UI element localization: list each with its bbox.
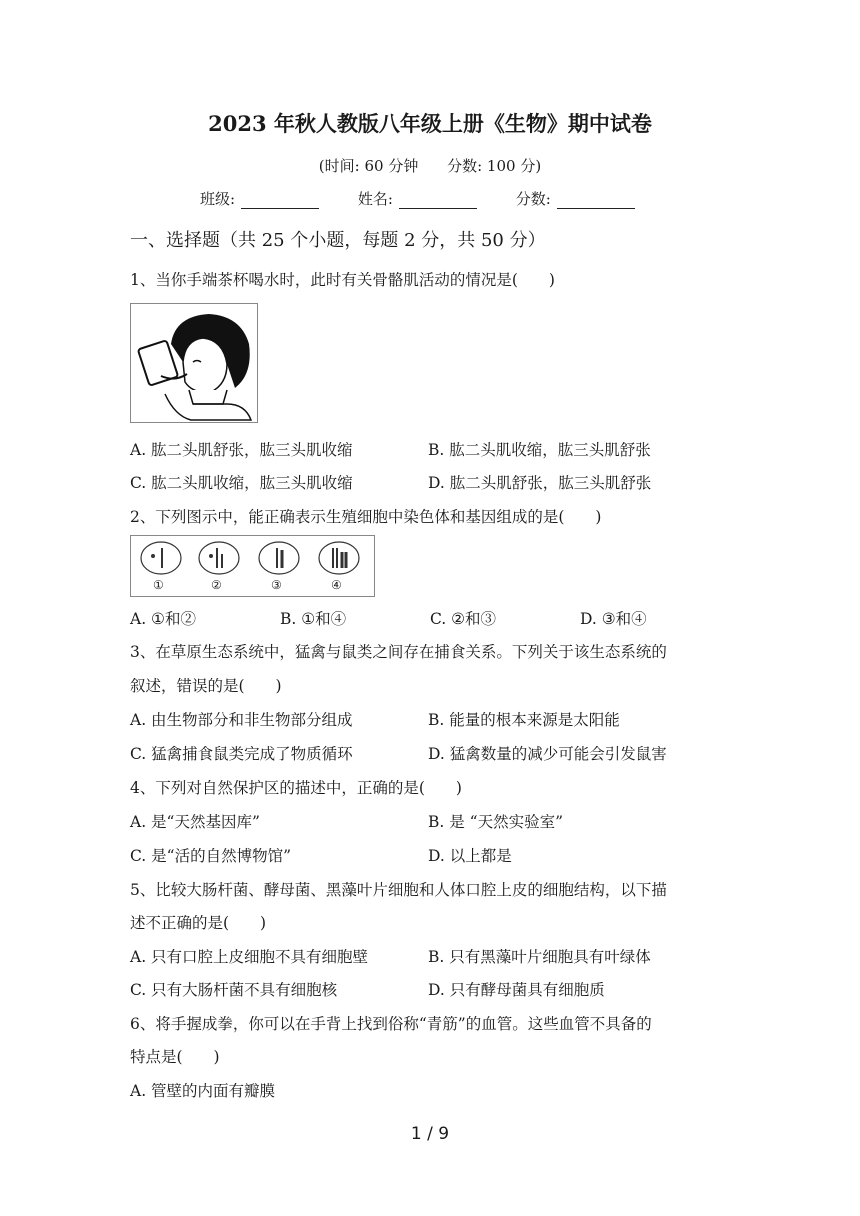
figure-label-1: ① bbox=[153, 578, 164, 592]
question-1-option-c: C. 肱二头肌收缩，肱三头肌收缩 bbox=[130, 474, 353, 492]
question-5-option-d: D. 只有酵母菌具有细胞质 bbox=[428, 981, 605, 999]
question-1-stem: 1、当你手端茶杯喝水时，此时有关骨骼肌活动的情况是( ) bbox=[130, 271, 555, 289]
question-6-stem-line-1: 6、将手握成拳，你可以在手背上找到俗称“青筋”的血管。这些血管不具备的 bbox=[130, 1015, 652, 1033]
question-4-option-a: A. 是“天然基因库” bbox=[130, 813, 260, 831]
class-blank bbox=[241, 194, 319, 209]
figure-label-2: ② bbox=[211, 578, 222, 592]
figure-label-4: ④ bbox=[331, 578, 342, 592]
question-5-stem-line-2: 述不正确的是( ) bbox=[130, 914, 267, 932]
question-6-option-a: A. 管壁的内面有瓣膜 bbox=[130, 1082, 276, 1100]
question-3-option-d: D. 猛禽数量的减少可能会引发鼠害 bbox=[428, 745, 667, 763]
student-info-fields bbox=[200, 188, 669, 209]
question-3-option-b: B. 能量的根本来源是太阳能 bbox=[428, 711, 620, 729]
question-4-option-d: D. 以上都是 bbox=[428, 847, 512, 865]
section-heading: 一、选择题（共 25 个小题，每题 2 分，共 50 分） bbox=[130, 230, 546, 251]
question-4-option-c: C. 是“活的自然博物馆” bbox=[130, 847, 292, 865]
exam-total-score: 分数: 100 分) bbox=[447, 157, 542, 175]
name-blank bbox=[399, 194, 477, 209]
question-6-stem-line-2: 特点是( ) bbox=[130, 1048, 220, 1066]
page-number: 1 / 9 bbox=[410, 1124, 450, 1144]
question-4-option-b: B. 是 “天然实验室” bbox=[428, 813, 564, 831]
question-2-option-d: D. ③和④ bbox=[580, 610, 647, 628]
question-1-option-a: A. 肱二头肌舒张，肱三头肌收缩 bbox=[130, 441, 353, 459]
question-2-option-a: A. ①和② bbox=[130, 610, 196, 628]
question-2-option-b: B. ①和④ bbox=[280, 610, 347, 628]
question-5-stem-line-1: 5、比较大肠杆菌、酵母菌、黑藻叶片细胞和人体口腔上皮的细胞结构，以下描 bbox=[130, 881, 667, 899]
question-3-stem-line-1: 3、在草原生态系统中，猛禽与鼠类之间存在捕食关系。下列关于该生态系统的 bbox=[130, 643, 667, 661]
question-2-option-c: C. ②和③ bbox=[430, 610, 497, 628]
class-field: 班级: bbox=[200, 188, 319, 209]
drinking-girl-illustration bbox=[130, 303, 258, 423]
name-field: 姓名: bbox=[358, 188, 477, 209]
figure-label-3: ③ bbox=[271, 578, 282, 592]
question-5-option-b: B. 只有黑藻叶片细胞具有叶绿体 bbox=[428, 948, 651, 966]
page-title: 2023 年秋人教版八年级上册《生物》期中试卷 bbox=[208, 111, 652, 136]
question-1-option-b: B. 肱二头肌收缩，肱三头肌舒张 bbox=[428, 441, 651, 459]
exam-meta bbox=[0, 155, 860, 176]
question-5-option-a: A. 只有口腔上皮细胞不具有细胞壁 bbox=[130, 948, 369, 966]
question-3-option-a: A. 由生物部分和非生物部分组成 bbox=[130, 711, 353, 729]
question-2-stem: 2、下列图示中，能正确表示生殖细胞中染色体和基因组成的是( ) bbox=[130, 508, 602, 526]
question-5-option-c: C. 只有大肠杆菌不具有细胞核 bbox=[130, 981, 338, 999]
chromosome-diagram bbox=[130, 535, 375, 597]
question-3-option-c: C. 猛禽捕食鼠类完成了物质循环 bbox=[130, 745, 353, 763]
question-1-option-d: D. 肱二头肌舒张，肱三头肌舒张 bbox=[428, 474, 652, 492]
question-4-stem: 4、下列对自然保护区的描述中，正确的是( ) bbox=[130, 779, 462, 797]
exam-time: (时间: 60 分钟 bbox=[318, 157, 419, 175]
score-blank bbox=[557, 194, 635, 209]
question-3-stem-line-2: 叙述，错误的是( ) bbox=[130, 677, 282, 695]
score-field: 分数: bbox=[516, 188, 635, 209]
